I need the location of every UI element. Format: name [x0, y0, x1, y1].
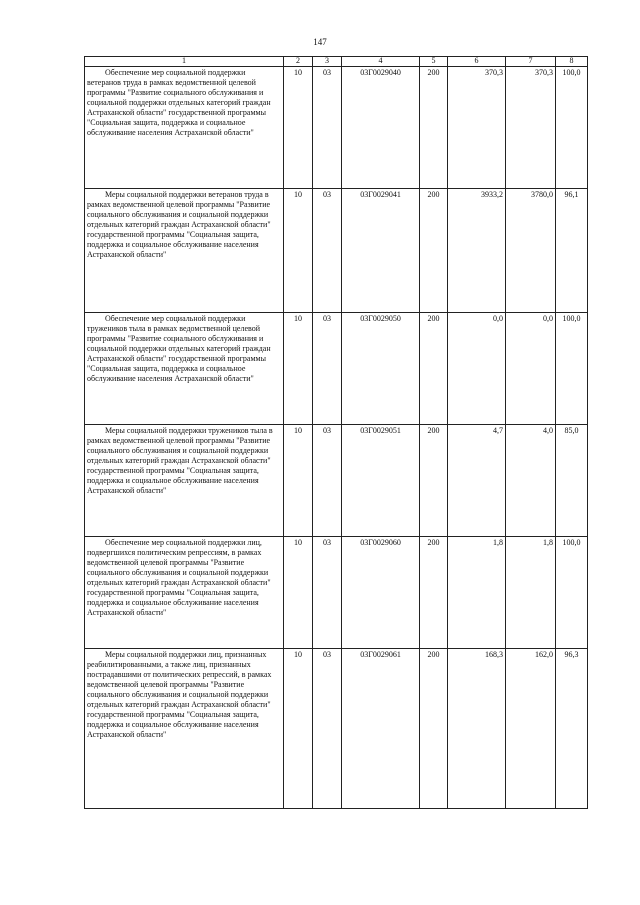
row-description: Меры социальной поддержки ветеранов труда в рамках ведомственной целевой программы "Развитие социального обслуживания и социальной поддержки отдельных категорий граждан Астраханской области" государственной программы "Социальная защита, поддержка и социальное обслуживание населения Астраханской области" — [85, 189, 284, 313]
row-actual-value: 3780,0 — [506, 189, 556, 313]
row-section: 10 — [284, 537, 313, 649]
row-percent: 85,0 — [556, 425, 588, 537]
row-target-article: 03Г0029040 — [342, 67, 420, 189]
row-actual-value: 0,0 — [506, 313, 556, 425]
row-percent: 100,0 — [556, 313, 588, 425]
row-actual-value: 370,3 — [506, 67, 556, 189]
row-plan-value: 4,7 — [448, 425, 506, 537]
header-col-1: 1 — [85, 57, 284, 67]
row-plan-value: 168,3 — [448, 649, 506, 809]
header-col-4: 4 — [342, 57, 420, 67]
row-percent: 100,0 — [556, 537, 588, 649]
budget-table — [84, 56, 588, 809]
row-description: Меры социальной поддержки тружеников тыла в рамках ведомственной целевой программы "Развитие социального обслуживания и социальной поддержки отдельных категорий граждан Астраханской области" государственной программы "Социальная защита, поддержка и социальное обслуживание населения Астраханской области" — [85, 425, 284, 537]
header-col-5: 5 — [420, 57, 448, 67]
row-actual-value: 162,0 — [506, 649, 556, 809]
row-subsection: 03 — [313, 189, 342, 313]
table-row — [85, 649, 588, 809]
row-expense-type: 200 — [420, 67, 448, 189]
row-section: 10 — [284, 425, 313, 537]
header-col-2: 2 — [284, 57, 313, 67]
table-row — [85, 313, 588, 425]
table-row — [85, 537, 588, 649]
page-number: 147 — [313, 37, 327, 47]
table-header-row — [85, 57, 588, 67]
header-col-6: 6 — [448, 57, 506, 67]
row-plan-value: 3933,2 — [448, 189, 506, 313]
row-target-article: 03Г0029061 — [342, 649, 420, 809]
row-section: 10 — [284, 313, 313, 425]
row-expense-type: 200 — [420, 313, 448, 425]
row-actual-value: 1,8 — [506, 537, 556, 649]
row-expense-type: 200 — [420, 649, 448, 809]
row-target-article: 03Г0029041 — [342, 189, 420, 313]
header-col-8: 8 — [556, 57, 588, 67]
row-subsection: 03 — [313, 649, 342, 809]
row-description: Обеспечение мер социальной поддержки ветеранов труда в рамках ведомственной целевой программы "Развитие социального обслуживания и социальной поддержки отдельных категорий граждан Астраханской области" государственной программы "Социальная защита, поддержка и социальное обслуживание населения Астраханской области" — [85, 67, 284, 189]
row-description: Обеспечение мер социальной поддержки лиц, подвергшихся политическим репрессиям, в рамках ведомственной целевой программы "Развитие социального обслуживания и социальной поддержки отдельных категорий граждан Астраханской области" государственной программы "Социальная защита, поддержка и социальное обслуживание населения Астраханской области" — [85, 537, 284, 649]
row-subsection: 03 — [313, 313, 342, 425]
row-actual-value: 4,0 — [506, 425, 556, 537]
row-percent: 96,1 — [556, 189, 588, 313]
table-row — [85, 189, 588, 313]
row-plan-value: 0,0 — [448, 313, 506, 425]
row-description: Обеспечение мер социальной поддержки тружеников тыла в рамках ведомственной целевой программы "Развитие социального обслуживания и социальной поддержки отдельных категорий граждан Астраханской области" государственной программы "Социальная защита, поддержка и социальное обслуживание населения Астраханской области" — [85, 313, 284, 425]
row-subsection: 03 — [313, 425, 342, 537]
row-section: 10 — [284, 67, 313, 189]
row-subsection: 03 — [313, 537, 342, 649]
row-expense-type: 200 — [420, 189, 448, 313]
row-target-article: 03Г0029051 — [342, 425, 420, 537]
row-description: Меры социальной поддержки лиц, признанных реабилитированными, а также лиц, признанных пострадавшими от политических репрессий, в рамках ведомственной целевой программы "Развитие социального обслуживания и социальной поддержки отдельных категорий граждан Астраханской области" государственной программы "Социальная защита, поддержка и социальное обслуживание населения Астраханской области" — [85, 649, 284, 809]
header-col-7: 7 — [506, 57, 556, 67]
row-section: 10 — [284, 649, 313, 809]
row-percent: 96,3 — [556, 649, 588, 809]
row-percent: 100,0 — [556, 67, 588, 189]
row-target-article: 03Г0029060 — [342, 537, 420, 649]
row-target-article: 03Г0029050 — [342, 313, 420, 425]
header-col-3: 3 — [313, 57, 342, 67]
row-plan-value: 370,3 — [448, 67, 506, 189]
row-subsection: 03 — [313, 67, 342, 189]
table-row — [85, 67, 588, 189]
row-expense-type: 200 — [420, 537, 448, 649]
table-row — [85, 425, 588, 537]
row-section: 10 — [284, 189, 313, 313]
row-expense-type: 200 — [420, 425, 448, 537]
row-plan-value: 1,8 — [448, 537, 506, 649]
